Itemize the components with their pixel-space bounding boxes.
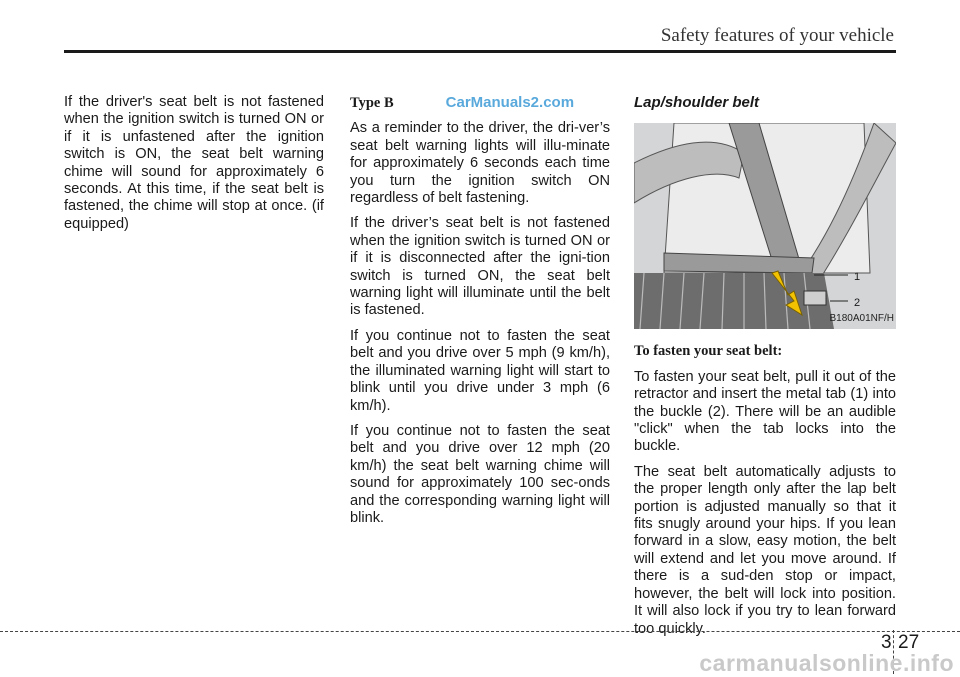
- figure-code: B180A01NF/H: [829, 313, 894, 324]
- footer-site-watermark[interactable]: carmanualsonline.info: [699, 650, 954, 676]
- watermark-link[interactable]: CarManuals2.com: [445, 94, 575, 111]
- paragraph-reminder: As a reminder to the driver, the dri-ver’s seat belt warning lights will illu-minate for approximately 6 seconds each time you turn the ignition switch ON regardless of belt fastening.: [350, 120, 610, 207]
- page-number: 27: [898, 632, 920, 653]
- seat-belt-figure: [634, 123, 896, 329]
- paragraph-belt-adjust: The seat belt automatically adjusts to the proper length only after the lap belt portion is adjusted manually so that it fits snugly around your hips. If you lean forward in a slow, easy motion, the belt will extend and let you move around. If there is a sud-den stop or impact, however, the belt will lock into position. It will also lock if you try to lean forward too quickly.: [634, 463, 896, 637]
- callout-metal-tab: 1: [854, 271, 861, 284]
- paragraph-fasten-steps: To fasten your seat belt, pull it out of the retractor and insert the metal tab (1) into the buckle (2). There will be an audible "click" when the tab locks into the buckle.: [634, 368, 896, 455]
- header-rule: [64, 50, 896, 53]
- column-middle: [350, 94, 610, 535]
- fasten-subheading: To fasten your seat belt:: [634, 343, 783, 360]
- running-header-title: Safety features of your vehicle: [660, 25, 894, 46]
- type-b-heading-row: [350, 94, 610, 112]
- column-right: [634, 94, 896, 646]
- paragraph-chime-100s: If you continue not to fasten the seat belt and you drive over 12 mph (20 km/h) the seat belt warning chime will sound for approximately 100 sec-onds and the corresponding warning light will blink.: [350, 422, 610, 526]
- section-number: 3: [881, 632, 892, 653]
- paragraph-blink: If you continue not to fasten the seat belt and you drive over 5 mph (9 km/h), the illuminated warning light will start to blink until you drive under 3 mph (6 km/h).: [350, 327, 610, 414]
- footer-rule: [0, 631, 960, 632]
- type-b-heading: Type B: [350, 95, 394, 111]
- paragraph-chime-info: If the driver's seat belt is not fastened when the ignition switch is turned ON or if it is unfastened after the ignition switch is ON, the seat belt warning chime will sound for approximately 6 seconds. At this time, if the seat belt is fastened, the chime will stop at once. (if equipped): [64, 94, 324, 232]
- paragraph-warning-light: If the driver’s seat belt is not fastened when the ignition switch is turned ON or if it is disconnected after the igni-tion switch is turned ON, the seat belt warning light will illuminate until the belt is fastened.: [350, 215, 610, 319]
- lap-shoulder-heading: Lap/shoulder belt: [634, 94, 760, 111]
- column-left: [64, 94, 324, 241]
- callout-buckle: 2: [854, 297, 861, 310]
